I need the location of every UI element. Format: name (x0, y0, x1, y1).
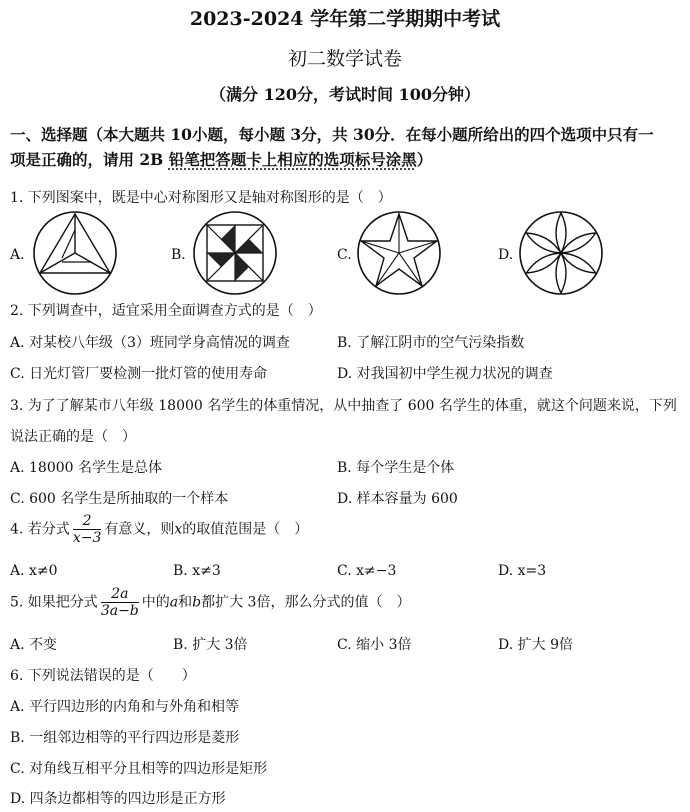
q3-option-d: D. 样本容量为 600 (337, 491, 458, 507)
q5-middle2: 和 (178, 594, 193, 611)
q5-option-a: A. 不变 (10, 637, 58, 653)
section-heading-part: 项是正确的，请用 2B (10, 150, 169, 169)
q4-option-b: B. x≠3 (173, 563, 221, 579)
q2-option-c: C. 日光灯管厂要检测一批灯管的使用寿命 (10, 366, 268, 382)
q4-fraction (73, 513, 102, 546)
section-heading-close: ） (416, 150, 433, 169)
exam-title: 2023-2024 学年第二学期期中考试 (189, 8, 501, 30)
question-4-stem (10, 513, 308, 546)
q4-denominator: x−3 (72, 530, 102, 546)
q6-option-c: C. 对角线互相平分且相等的四边形是矩形 (10, 761, 268, 777)
q6-option-a: A. 平行四边形的内角和与外角和相等 (10, 699, 240, 715)
q4-option-a: A. x≠0 (10, 563, 58, 579)
circle-three-spoke-triangle-icon (32, 210, 118, 296)
q5-option-d: D. 扩大 9倍 (498, 637, 573, 653)
q5-denominator: 3a−b (100, 603, 139, 619)
question-1-stem: 1. 下列图案中，既是中心对称图形又是轴对称图形的是（ ） (10, 190, 392, 206)
q2-option-a: A. 对某校八年级（3）班同学身高情况的调查 (10, 335, 290, 351)
q6-option-b: B. 一组邻边相等的平行四边形是菱形 (10, 730, 240, 746)
q5-variable-b: b (192, 594, 202, 611)
q4-numerator: 2 (73, 513, 102, 530)
q1-option-c-label: C. (337, 247, 352, 263)
q6-option-d: D. 四条边都相等的四边形是正方形 (10, 791, 226, 807)
q5-option-b: B. 扩大 3倍 (173, 637, 248, 653)
q2-option-d: D. 对我国初中学生视力状况的调查 (337, 366, 553, 382)
q1-option-b-label: B. (171, 247, 186, 263)
circle-five-point-star-icon (356, 210, 442, 296)
q2-option-b: B. 了解江阴市的空气污染指数 (337, 335, 525, 351)
q5-middle1: 中的 (141, 594, 170, 611)
q3-option-a: A. 18000 名学生是总体 (10, 460, 162, 476)
circle-six-petal-flower-icon (518, 210, 604, 296)
q3-option-b: B. 每个学生是个体 (337, 460, 455, 476)
question-3-stem-line1: 3. 为了了解某市八年级 18000 名学生的体重情况，从中抽查了 600 名学生的体重，就这个问题来说，下列 (10, 398, 677, 414)
q4-middle: 有意义，则 (104, 521, 175, 538)
q5-variable-a: a (169, 594, 179, 611)
q4-suffix: 的取值范围是（ ） (182, 521, 309, 538)
circle-pinwheel-icon (192, 210, 278, 296)
q4-option-d: D. x=3 (498, 563, 547, 579)
q5-numerator: 2a (101, 586, 139, 603)
section-heading-emphasis: 铅笔把答题卡上相应的选项标号涂黑 (168, 150, 417, 169)
question-5-stem (10, 586, 410, 619)
exam-info: （满分 120分，考试时间 100分钟） (210, 85, 480, 104)
section-heading-line1: 一、选择题（本大题共 10小题，每小题 3分，共 30分．在每小题所给出的四个选项中只有一 (10, 125, 654, 144)
q5-prefix: 5. 如果把分式 (10, 594, 98, 611)
section-heading-line2 (10, 149, 432, 171)
question-6-stem: 6. 下列说法错误的是（ ） (10, 668, 196, 684)
paper-subtitle: 初二数学试卷 (287, 48, 402, 70)
q5-fraction (101, 586, 139, 619)
q5-suffix: 都扩大 3倍，那么分式的值（ ） (201, 594, 411, 611)
question-3-stem-line2: 说法正确的是（ ） (10, 429, 136, 445)
q3-option-c: C. 600 名学生是所抽取的一个样本 (10, 491, 229, 507)
q4-variable: x (174, 521, 183, 538)
q1-option-a-label: A. (10, 247, 25, 263)
question-2-stem: 2. 下列调查中，适宜采用全面调查方式的是（ ） (10, 303, 322, 319)
q4-prefix: 4. 若分式 (10, 521, 70, 538)
q4-option-c: C. x≠−3 (337, 563, 397, 579)
q1-option-d-label: D. (498, 247, 514, 263)
q5-option-c: C. 缩小 3倍 (337, 637, 412, 653)
